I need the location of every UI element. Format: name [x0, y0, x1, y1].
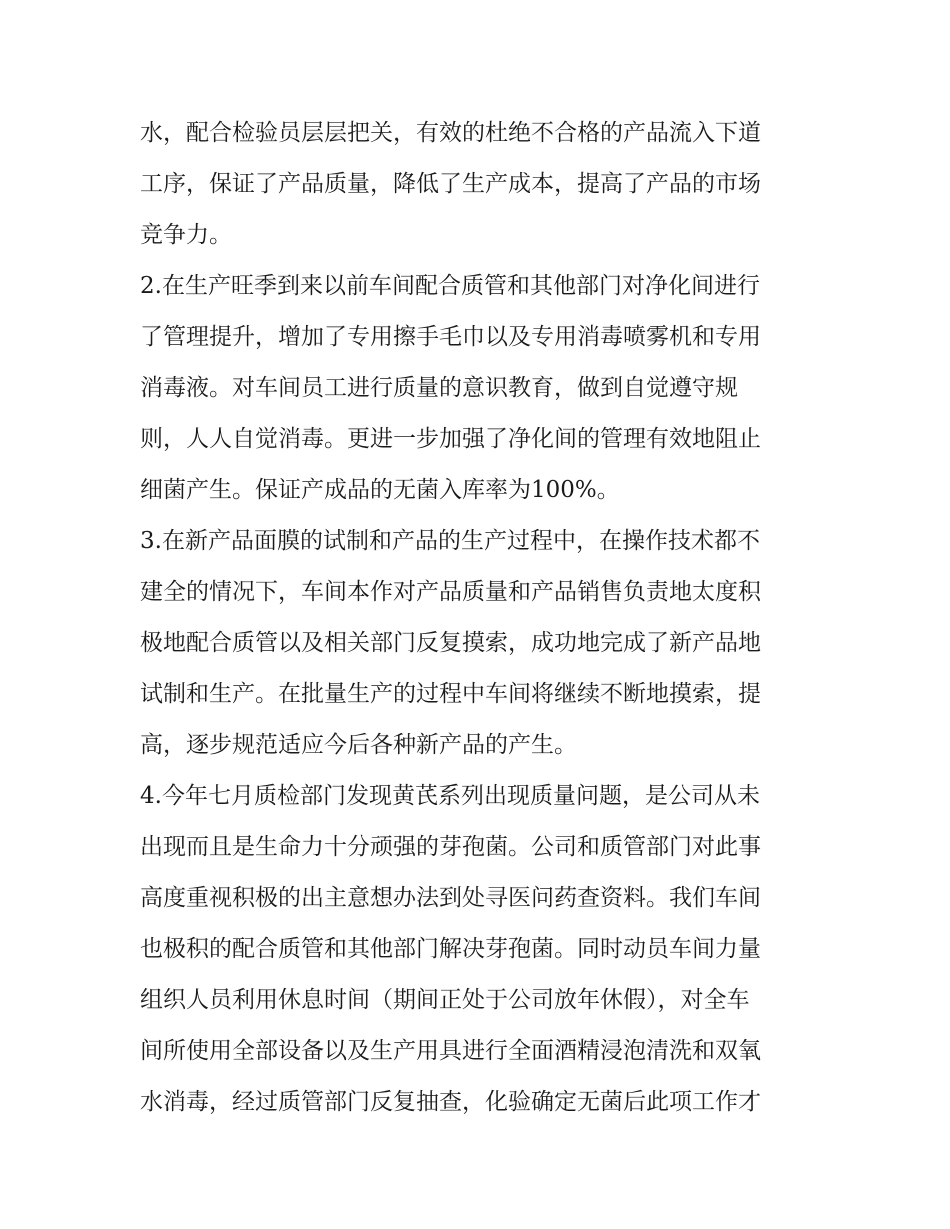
text-line: 水，配合检验员层层把关，有效的杜绝不合格的产品流入下道: [140, 120, 761, 146]
text-line: 竞争力。: [140, 222, 232, 248]
list-item-3: 3.在新产品面膜的试制和产品的生产过程中，在操作技术都不: [140, 528, 760, 554]
text-line: 试制和生产。在批量生产的过程中车间将继续不断地摸索，提: [140, 681, 761, 707]
text-line: 则，人人自觉消毒。更进一步加强了净化间的管理有效地阻止: [140, 426, 761, 452]
text-line: 也极积的配合质管和其他部门解决芽孢菌。同时动员车间力量: [140, 936, 761, 962]
list-item-4: 4.今年七月质检部门发现黄芪系列出现质量问题，是公司从未: [140, 783, 760, 809]
text-line: 出现而且是生命力十分顽强的芽孢菌。公司和质管部门对此事: [140, 834, 761, 860]
text-line: 组织人员利用休息时间（期间正处于公司放年休假），对全车: [140, 987, 750, 1013]
body-text: [140, 108, 820, 1128]
list-item-2: 2.在生产旺季到来以前车间配合质管和其他部门对净化间进行: [140, 273, 760, 299]
text-line: 了管理提升，增加了专用擦手毛巾以及专用消毒喷雾机和专用: [140, 324, 761, 350]
text-line: 细菌产生。保证产成品的无菌入库率为100%。: [140, 477, 620, 503]
text-line: 高，逐步规范适应今后各种新产品的产生。: [140, 732, 577, 758]
text-line: 建全的情况下，车间本作对产品质量和产品销售负责地太度积: [140, 579, 761, 605]
text-line: 高度重视积极的出主意想办法到处寻医问药查资料。我们车间: [140, 885, 761, 911]
text-line: 水消毒，经过质管部门反复抽查，化验确定无菌后此项工作才: [140, 1089, 761, 1115]
text-line: 工序，保证了产品质量，降低了生产成本，提高了产品的市场: [140, 171, 761, 197]
text-line: 消毒液。对车间员工进行质量的意识教育，做到自觉遵守规: [140, 375, 738, 401]
text-line: 间所使用全部设备以及生产用具进行全面酒精浸泡清洗和双氧: [140, 1038, 761, 1064]
text-line: 极地配合质管以及相关部门反复摸索，成功地完成了新产品地: [140, 630, 761, 656]
